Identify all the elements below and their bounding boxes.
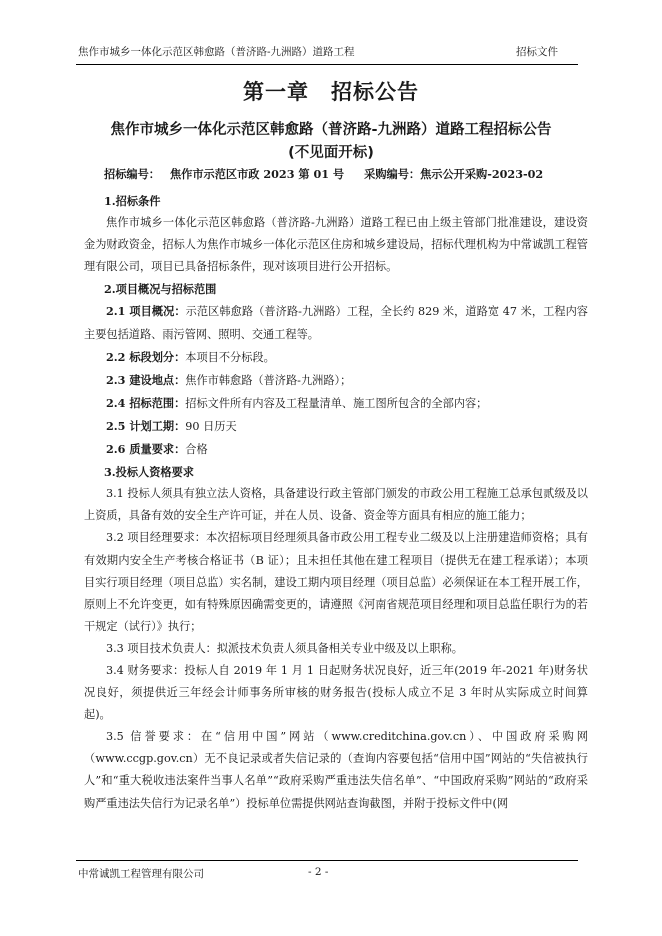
section-3-1: 3.1 投标人须具有独立法人资格，具备建设行政主管部门颁发的市政公用工程施工总承包贰级及以上资质，具备有效的安全生产许可证，并在人员、设备、资金等方面具有相应的施工能力； [84, 487, 588, 523]
footer-company: 中常诚凯工程管理有限公司 [78, 868, 204, 880]
document-body [84, 190, 588, 815]
bid-number-label: 招标编号： [104, 167, 160, 181]
section-2-4-text: 招标文件所有内容及工程量清单、施工图所包含的全部内容； [185, 396, 488, 410]
section-2-heading: 2.项目概况与招标范围 [104, 282, 217, 297]
section-2-6 [84, 438, 588, 461]
header-doc-type: 招标文件 [516, 46, 558, 58]
section-3-5: 3.5 信誉要求：在“信用中国”网站（www.creditchina.gov.cn）、中国政府采购网（www.ccgp.gov.cn）无不良记录或者失信记录的（查询内容要包括“信用中国”网站的“失信被执行人”和“重大税收违法案件当事人名单”“政府采购严重违法失信名单”、“中国政府采购”网站的“政府采购严重违法失信行为记录名单”）投标单位需提供网站查询截图，并附于投标文件中(网 [84, 730, 588, 810]
section-2-3 [84, 369, 588, 392]
section-3-3: 3.3 项目技术负责人：拟派技术负责人须具备相关专业中级及以上职称。 [106, 641, 463, 655]
page-header [76, 40, 578, 65]
notice-subtitle: (不见面开标) [288, 145, 374, 161]
section-2-2-label: 2.2 标段划分： [106, 349, 186, 364]
section-3-heading: 3.投标人资格要求 [104, 465, 194, 480]
section-2-6-label: 2.6 质量要求： [106, 442, 186, 457]
bid-number-value: 焦作市示范区市政 2023 第 01 号 [169, 167, 345, 181]
header-project-name: 焦作市城乡一体化示范区韩愈路（普济路-九洲路）道路工程 [78, 46, 355, 58]
section-2-4-label: 2.4 招标范围： [106, 395, 186, 410]
page-footer [76, 860, 578, 880]
section-1-heading: 1.招标条件 [104, 194, 161, 208]
section-2-4 [84, 392, 588, 415]
section-3-4: 3.4 财务要求：投标人自 2019 年 1 月 1 日起财务状况良好，近三年(2019 年-2021 年)财务状况良好，须提供近三年经会计师事务所审核的财务报告(投标人成立不足 3 年时从实际成立时间算起)。 [84, 663, 588, 722]
section-2-2 [84, 346, 588, 369]
bid-number-line [104, 166, 543, 182]
section-3-2: 3.2 项目经理要求：本次招标项目经理须具备市政公用工程专业二级及以上注册建造师资格；具有有效期内安全生产考核合格证书（B 证）；且未担任其他在建工程项目（提供无在建工程承诺）；本项目实行项目经理（项目总监）实名制，建设工期内项目经理（项目总监）必须保证在本工程开展工作，原则上不允许变更，如有特殊原因确需变更的，请遵照《河南省规范项目经理和项目总监任职行为的若干规定（试行）》执行； [84, 531, 588, 633]
section-2-5-label: 2.5 计划工期： [106, 418, 186, 433]
chapter-title: 第一章 招标公告 [243, 80, 419, 104]
procurement-number-value: 焦示公开采购-2023-02 [420, 167, 544, 181]
section-2-5 [84, 415, 588, 438]
section-2-6-text: 合格 [185, 443, 208, 457]
section-2-2-text: 本项目不分标段。 [185, 350, 275, 364]
section-2-3-label: 2.3 建设地点： [106, 372, 186, 387]
section-1-text: 焦作市城乡一体化示范区韩愈路（普济路-九洲路）道路工程已由上级主管部门批准建设，建设资金为财政资金，招标人为焦作市城乡一体化示范区住房和城乡建设局，招标代理机构为中常诚凯工程管理有限公司，项目已具备招标条件，现对该项目进行公开招标。 [84, 216, 588, 274]
section-2-1-label: 2.1 项目概况： [106, 304, 186, 319]
section-2-5-text: 90 日历天 [185, 419, 237, 433]
section-2-1-text: 示范区韩愈路（普济路-九洲路）工程，全长约 829 米，道路宽 47 米，工程内容主要包括道路、雨污管网、照明、交通工程等。 [84, 305, 588, 341]
notice-title: 焦作市城乡一体化示范区韩愈路（普济路-九洲路）道路工程招标公告 [110, 122, 552, 138]
page-number: - 2 - [308, 866, 329, 878]
section-2-3-text: 焦作市韩愈路（普济路-九洲路）； [185, 373, 352, 387]
procurement-number-label: 采购编号： [364, 167, 421, 181]
section-2-1 [84, 300, 588, 345]
